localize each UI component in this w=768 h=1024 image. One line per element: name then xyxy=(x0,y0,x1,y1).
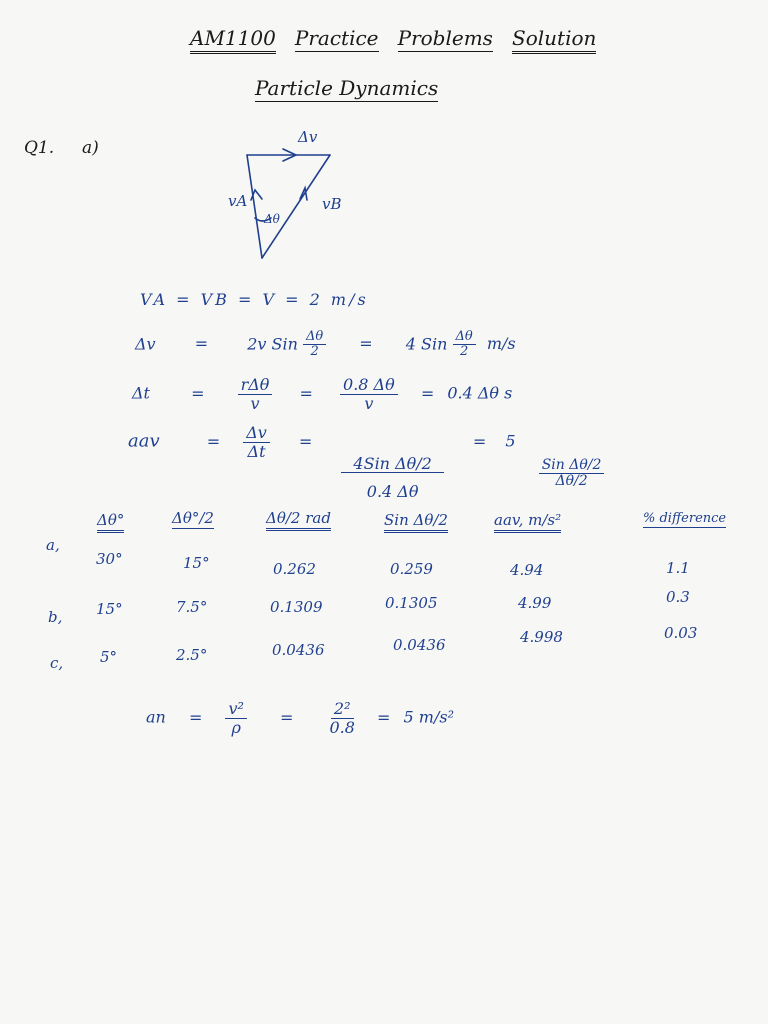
dt-frac-2: $\frac{0.8 \Delta\theta}{v}$ xyxy=(340,376,398,412)
row-label-c: c, xyxy=(50,654,64,672)
course-code: AM1100 xyxy=(190,26,276,54)
header-aav: aav, m/s² xyxy=(494,511,561,533)
triangle-left-side xyxy=(247,155,262,258)
aav-frac-2: $\frac{\text{4Sin Δθ/2}}{0.4 \Delta\theta}$ xyxy=(341,455,443,501)
row-label-a: a, xyxy=(46,536,60,554)
dt-rhs: 0.4 Δθ s xyxy=(447,383,513,403)
triangle-right-side xyxy=(262,155,330,258)
header-sin: Sin Δθ/2 xyxy=(384,511,448,533)
table-cell: 0.259 xyxy=(390,560,433,578)
an-frac-1: $\frac{\text{v²}}{\rho}$ xyxy=(225,700,246,736)
table-cell: 15° xyxy=(183,554,210,572)
eq-sign: = xyxy=(194,334,209,354)
eq-sign: = xyxy=(420,383,435,403)
aav-equation xyxy=(128,424,604,501)
table-cell: 4.99 xyxy=(518,594,552,612)
aav-frac-3: $\frac{\text{Sin Δθ/2}}{\Delta\theta/2}$ xyxy=(539,458,605,490)
eq-sign: = xyxy=(359,334,373,354)
header-delta-theta: Δθ° xyxy=(97,511,124,533)
table-cell: 0.3 xyxy=(666,588,690,606)
dv-lhs: Δv xyxy=(135,334,156,354)
aav-coefficient: 5 xyxy=(505,431,516,451)
header-half-delta-theta: Δθ°/2 xyxy=(172,509,214,527)
vb-label: vB xyxy=(322,195,342,213)
page-subtitle: Particle Dynamics xyxy=(255,76,439,100)
eq-sign: = xyxy=(191,383,205,403)
table-cell: 0.03 xyxy=(664,624,698,642)
table-cell: 0.1305 xyxy=(385,594,438,612)
eq-sign: = xyxy=(188,707,203,727)
table-cell: 4.94 xyxy=(510,561,544,579)
title-problems: Problems xyxy=(397,26,493,50)
eq-sign: = xyxy=(298,431,313,451)
an-equation xyxy=(146,700,454,736)
table-cell: 0.262 xyxy=(273,560,316,578)
title-practice: Practice xyxy=(294,26,379,50)
eq-sign: = xyxy=(472,431,487,451)
table-cell: 15° xyxy=(96,600,123,618)
eq-sign: = xyxy=(377,707,391,727)
row-label-b: b, xyxy=(48,608,63,626)
delta-theta-label: Δθ xyxy=(264,212,280,226)
an-frac-2: $\frac{\text{2²}}{0.8}$ xyxy=(329,699,355,737)
velocity-equation: VA = VB = V = 2 m/s xyxy=(140,290,369,309)
question-number: Q1. xyxy=(24,138,55,158)
eq-sign: = xyxy=(279,707,294,727)
dv-frac: $\frac{\Delta\theta}{2}$ xyxy=(303,330,326,360)
table-cell: 4.998 xyxy=(520,628,563,646)
question-part: a) xyxy=(82,138,99,158)
aav-frac-1: $\frac{\Delta v}{\Delta t}$ xyxy=(243,424,270,460)
dv-rhs: 4 Sin xyxy=(405,334,448,354)
delta-v-label: Δv xyxy=(298,128,318,146)
table-cell: 5° xyxy=(100,648,118,666)
table-cell: 0.0436 xyxy=(272,641,325,659)
dt-equation xyxy=(132,376,512,412)
va-label: vA xyxy=(228,192,248,210)
dv-unit: m/s xyxy=(486,334,516,354)
table-cell: 0.0436 xyxy=(393,636,446,654)
table-cell: 0.1309 xyxy=(270,598,323,616)
dt-frac-1: $\frac{\text{rΔθ}}{v}$ xyxy=(238,376,273,412)
eq-sign: = xyxy=(299,383,313,403)
dv-equation xyxy=(135,330,516,360)
header-half-delta-theta-rad: Δθ/2 rad xyxy=(266,509,331,531)
dv-rhs-frac: $\frac{\Delta\theta}{2}$ xyxy=(453,330,476,360)
header-percent-difference: % difference xyxy=(643,511,727,526)
title-solution: Solution xyxy=(512,26,596,54)
table-cell: 2.5° xyxy=(176,646,208,664)
table-cell: 7.5° xyxy=(176,598,208,616)
aav-lhs: aav xyxy=(128,430,160,452)
table-cell: 1.1 xyxy=(666,559,690,577)
an-rhs: 5 m/s² xyxy=(403,707,454,727)
table-cell: 30° xyxy=(96,550,123,568)
dv-mid: 2v Sin xyxy=(247,334,298,354)
an-lhs: an xyxy=(146,707,166,727)
dt-lhs: Δt xyxy=(132,383,150,403)
eq-sign: = xyxy=(206,431,221,451)
